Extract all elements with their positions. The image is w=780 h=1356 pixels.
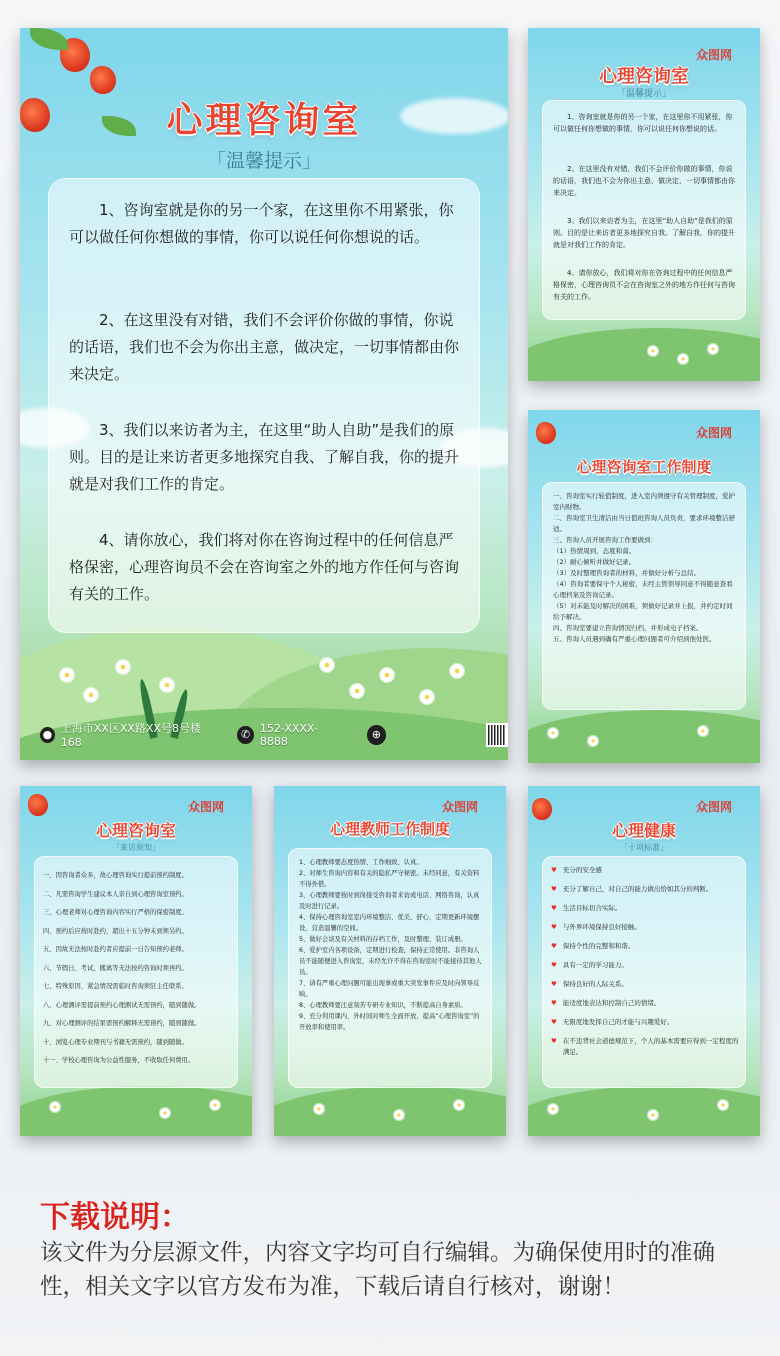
pomegranate-flower-icon [90, 66, 116, 94]
content-panel [542, 482, 746, 710]
flower-icon [548, 1104, 558, 1114]
phone-icon: ✆ [237, 726, 254, 744]
flower-icon [320, 658, 334, 672]
pomegranate-flower-icon [28, 794, 48, 816]
content-panel [542, 856, 746, 1088]
pomegranate-flower-icon [536, 422, 556, 444]
rule-line: 四、咨询室要建立咨询情况归档，并形成电子档案。 [553, 624, 703, 632]
brand-logo [188, 798, 224, 815]
rule-line: 7、请有严重心理问题可能出现事或重大突发事件应及时向领导反映。 [299, 980, 480, 998]
rule-line: 五、咨询人员遇到确有严重心理问题者可介绍到他处医。 [553, 635, 716, 643]
heart-icon: ♥ [551, 999, 557, 1007]
standard-line: 充分了解自己，对自己的能力做出恰如其分的判断。 [562, 885, 713, 893]
paragraph: 1、咨询室就是你的另一个家，在这里你不用紧张，你可以做任何你想做的事情，你可以说任何你想说的话。 [553, 113, 733, 133]
flower-icon [350, 684, 364, 698]
phone-text: 152-XXXX-8888 [259, 721, 318, 748]
notice-line: 八、心理测评需提前预约心理测试无需预约，随到随做。 [43, 1001, 201, 1009]
flower-icon [380, 668, 394, 682]
flower-icon [450, 664, 464, 678]
poster-title: 心理咨询室 [599, 66, 689, 87]
flower-icon [698, 726, 708, 736]
notice-line: 五、因故无法按时赴约者应提前一日告知预约老师。 [43, 946, 188, 953]
heart-icon: ♥ [551, 885, 557, 893]
logo-text: 众图网 [188, 800, 225, 814]
hill [528, 328, 760, 381]
flower-icon [394, 1110, 404, 1120]
paragraph: 2、在这里没有对错，我们不会评价你做的事情，你说的话语，我们也不会为你出主意，做决定，一切事情都由你来决定。 [553, 165, 735, 197]
poster-title: 心理咨询室 [95, 821, 176, 840]
poster-warm-tips-small [528, 28, 760, 381]
flower-icon [160, 678, 174, 692]
hill [274, 1086, 506, 1136]
paragraph: 3、我们以来访者为主，在这里“助人自助”是我们的原则。目的是让来访者更多地探究自我、了解自我，你的提升就是对我们工作的肯定。 [553, 217, 735, 249]
content-panel [34, 856, 238, 1088]
rule-line: （1）热情周到，态度和蔼。 [553, 547, 636, 555]
brand-logo [696, 798, 732, 815]
flower-icon [314, 1104, 324, 1114]
brand-logo [442, 798, 478, 815]
content-panel [48, 178, 480, 633]
paragraph: 2、在这里没有对错，我们不会评价你做的事情，你说的话语，我们也不会为你出主意，做决定，一切事情都由你来决定。 [69, 311, 460, 383]
qr-code-icon [486, 723, 508, 747]
notice-line: 二、凡需咨询学生建议本人亲自到心理咨询室预约。 [43, 890, 188, 898]
flower-icon [160, 1108, 170, 1118]
rule-line: 三、咨询人员开展咨询工作要做到： [553, 536, 657, 544]
poster-subtitle: 「来访须知」 [112, 843, 160, 852]
main-poster [20, 28, 508, 760]
address-text: 上海市XX区XX路XX号8号楼168 [60, 722, 201, 749]
poster-title: 心理咨询室工作制度 [576, 458, 712, 476]
logo-text: 众图网 [696, 800, 733, 814]
flower-icon [548, 728, 558, 738]
flower-icon [50, 1102, 60, 1112]
notice-line: 三、心理老师对心理咨询内容实行严格的保密制度。 [43, 909, 188, 916]
flower-icon [648, 1110, 658, 1120]
content-panel [288, 848, 492, 1088]
rule-line: 2、对师生咨询内容和有关的隐私严守秘密。未经同意，有关资料不得外借。 [299, 870, 480, 888]
download-note-title: 下载说明： [40, 1200, 190, 1235]
rule-line: （3）及时整理咨询者的材料，并做好分析与总结。 [553, 569, 701, 577]
paragraph: 3、我们以来访者为主，在这里“助人自助”是我们的原则。目的是让来访者更多地探究自我、了解自我，你的提升就是对我们工作的肯定。 [69, 421, 460, 493]
contact-footer [40, 720, 508, 749]
standard-line: 生活目标切合实际。 [562, 904, 622, 912]
flower-icon [84, 688, 98, 702]
heart-icon: ♥ [551, 980, 557, 988]
rule-line: 一、咨询室实行轮值制度，进入室内须遵守有关管理制度，爱护室内财物。 [553, 492, 735, 511]
heart-icon: ♥ [551, 961, 557, 969]
rule-line: 1、心理教师要态度热情、工作细致、认真。 [299, 859, 423, 866]
content-panel [542, 100, 746, 320]
poster-teacher-system-small [274, 786, 506, 1136]
rule-line: 8、心理教师要注意刻苦专研专业知识，不断提高自身素质。 [299, 1002, 467, 1009]
poster-subtitle: 「温馨提示」 [616, 89, 671, 99]
brand-logo [696, 424, 732, 441]
rule-line: （4）咨询者要保守个人秘密，未经主管领导同意不得随意查看心理档案及咨询记录。 [553, 580, 733, 599]
flower-icon [210, 1100, 220, 1110]
flower-icon [588, 736, 598, 746]
standard-line: 保持良好的人际关系。 [562, 980, 628, 988]
rule-line: 9、充分利用课内、外时间对师生全面开放，提高“心理咨询室”的开放率和使用率。 [299, 1013, 480, 1031]
rule-line: 6、爱护室内各项设备，定期进行检查，保持正常使用。非咨询人员不能随便进入咨询室，未经允许不得在咨询室时不能接待其他人员。 [299, 947, 482, 976]
poster-subtitle: 「温馨提示」 [206, 150, 321, 172]
notice-line: 四、预约后应按时赴约，超出十五分钟未到须另约。 [43, 927, 188, 935]
download-note-body: 该文件为分层源文件，内容文字均可自行编辑。为确保使用时的准确性，相关文字以官方发布为准，下载后请自行核对，谢谢！ [40, 1240, 716, 1300]
notice-line: 六、节假日、考试、搬离等无法按约咨询时须再约。 [43, 964, 188, 972]
standard-line: 与外界环境保持良好接触。 [562, 923, 641, 931]
standard-line: 具有一定的学习能力。 [562, 961, 628, 969]
flower-icon [60, 668, 74, 682]
flower-icon [116, 660, 130, 674]
notice-line: 十、浏览心理专业期刊与书籍无需预约，随到随做。 [43, 1038, 188, 1046]
leaf-icon [30, 28, 68, 50]
rule-line: 3、心理教师要按时到岗接受咨询者来访或电话、网络咨询，认真及时进行记录。 [299, 892, 480, 910]
paragraph: 4、请你放心，我们将对你在咨询过程中的任何信息严格保密，心理咨询员不会在咨询室之外的地方作任何与咨询有关的工作。 [69, 531, 460, 603]
paragraph: 4、请你放心，我们将对你在咨询过程中的任何信息严格保密，心理咨询员不会在咨询室之外的地方作任何与咨询有关的工作。 [553, 269, 735, 301]
flower-icon [718, 1100, 728, 1110]
heart-icon: ♥ [551, 904, 557, 912]
heart-icon: ♥ [551, 1037, 557, 1045]
hill [528, 710, 760, 763]
heart-icon: ♥ [551, 1018, 557, 1026]
flower-icon [678, 354, 688, 364]
notice-line: 九、对心理测评的结果需预约解释无需预约，随到随做。 [43, 1020, 201, 1027]
pomegranate-flower-icon [532, 798, 552, 820]
poster-mental-health-small [528, 786, 760, 1136]
rule-line: 5、做好会谈及有关材料的存档工作，及时整理、装订成册。 [299, 936, 467, 943]
brand-logo [696, 46, 732, 63]
flower-icon [420, 690, 434, 704]
rule-line: （5）对未能及时解决的困难，须做好记录并上报，并约定时间给予解决。 [553, 602, 733, 621]
flower-icon [708, 344, 718, 354]
rule-line: 二、咨询室卫生清洁由当日值班咨询人员负责，要求环境整洁舒适。 [553, 514, 735, 533]
heart-icon: ♥ [551, 866, 557, 874]
poster-subtitle: 「十项标准」 [620, 843, 668, 852]
logo-text: 众图网 [696, 426, 733, 440]
notice-line: 十一、学校心理咨询为公益性服务，不收取任何费用。 [43, 1057, 195, 1064]
standard-line: 能适度地表达和控制自己的情绪。 [562, 999, 661, 1007]
notice-line: 七、特殊原因、紧急情况需临时咨询须驻主任联系。 [43, 983, 188, 990]
location-icon: ● [40, 727, 55, 743]
poster-work-system-small [528, 410, 760, 763]
heart-icon: ♥ [551, 923, 557, 931]
flower-icon [454, 1100, 464, 1110]
poster-title: 心理健康 [611, 821, 676, 840]
heart-icon: ♥ [551, 942, 557, 950]
standard-line: 保持个性的完整和和谐。 [562, 942, 635, 950]
logo-text: 众图网 [442, 800, 479, 814]
poster-visitor-notice-small [20, 786, 252, 1136]
standard-line: 充分的安全感 [562, 866, 602, 874]
rule-line: 4、保持心理咨询室室内环境整洁、优美、舒心，定期更新环境摆设，营造温馨的空间。 [299, 914, 480, 932]
poster-title: 心理教师工作制度 [329, 820, 450, 838]
hill [528, 1086, 760, 1136]
paragraph: 1、咨询室就是你的另一个家，在这里你不用紧张，你可以做任何你想做的事情，你可以说任何你想说的话。 [69, 201, 454, 246]
logo-text: 众图网 [696, 48, 733, 62]
globe-icon: ⊕ [367, 725, 385, 745]
poster-title: 心理咨询室 [166, 100, 362, 141]
notice-line: 一、因咨询者众多，故心理咨询实行提前预约制度。 [43, 872, 188, 879]
rule-line: （2）耐心倾听并做好记录。 [553, 558, 636, 566]
flower-icon [648, 346, 658, 356]
standard-line: 无限度地发挥自己的才能与兴趣爱好。 [562, 1018, 674, 1026]
standard-line: 在不违背社会道德规范下，个人的基本需要应得到一定程度的满足。 [562, 1037, 739, 1056]
